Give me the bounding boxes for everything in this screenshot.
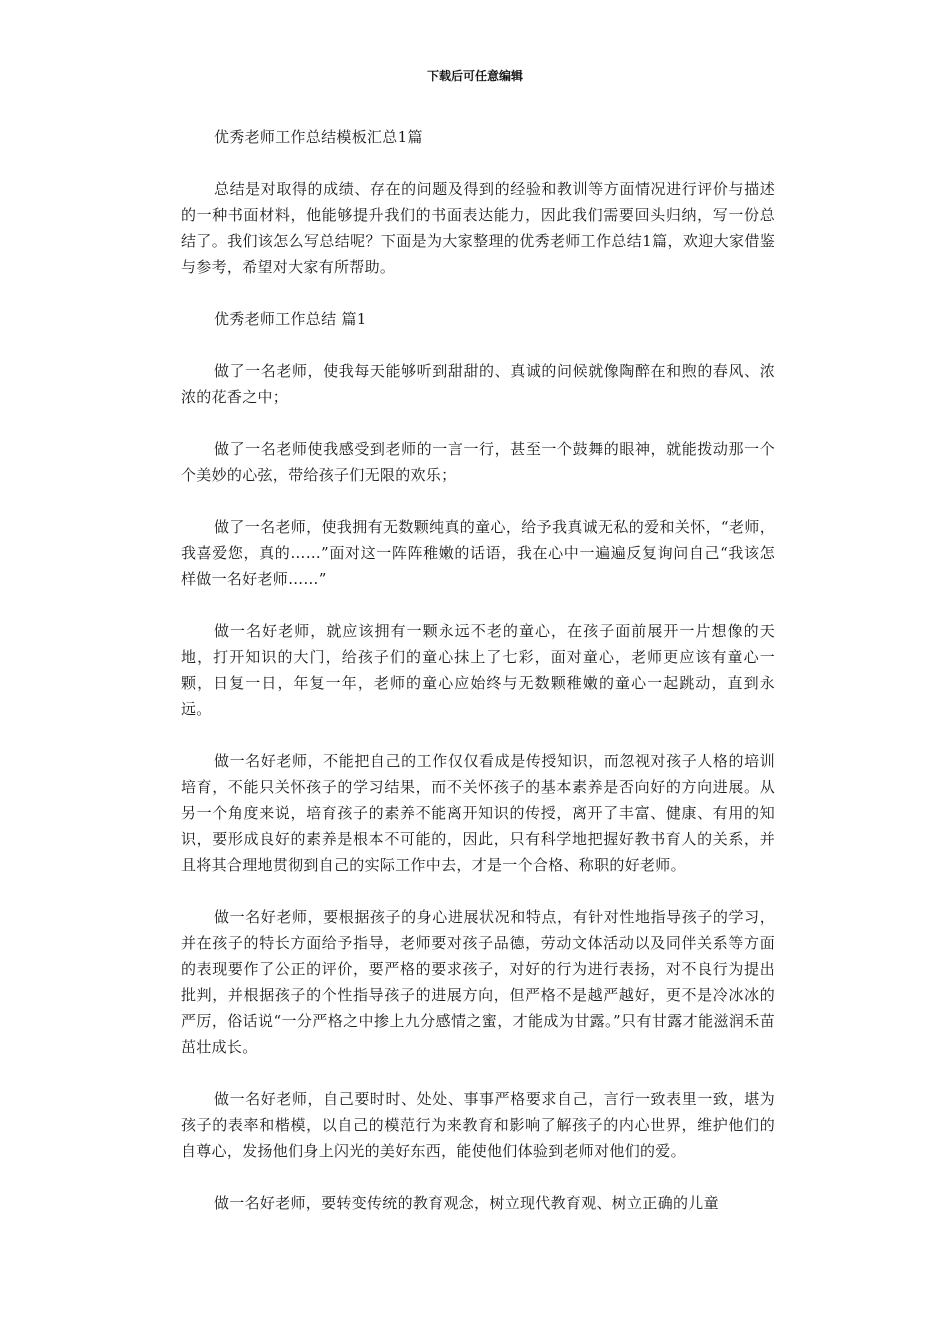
document-body — [181, 124, 775, 1242]
body-paragraph: 做一名好老师，要根据孩子的身心进展状况和特点，有针对性地指导孩子的学习，并在孩子的特长方面给予指导，老师要对孩子品德，劳动文体活动以及同伴关系等方面的表现要作了公正的评价，要严格的要求孩子，对好的行为进行表扬，对不良行为提出批判，并根据孩子的个性指导孩子的进展方向，但严格不是越严越好，更不是冷冰冰的严厉，俗话说“一分严格之中掺上九分感情之蜜，才能成为甘露。”只有甘露才能滋润禾苗茁壮成长。 — [181, 908, 775, 1056]
body-paragraph: 做了一名老师，使我拥有无数颗纯真的童心，给予我真诚无私的爱和关怀，“老师，我喜爱您，真的……”面对这一阵阵稚嫩的话语，我在心中一遍遍反复询问自己“我该怎样做一名好老师……” — [181, 518, 775, 588]
document-title: 优秀老师工作总结模板汇总1篇 — [214, 128, 423, 146]
page-header: 下载后可任意编辑 — [426, 69, 523, 83]
body-paragraph: 做一名好老师，就应该拥有一颗永远不老的童心，在孩子面前展开一片想像的天地，打开知识的大门，给孩子们的童心抹上了七彩，面对童心，老师更应该有童心一颗，日复一日，年复一年，老师的童心应始终与无数颗稚嫩的童心一起跳动，直到永远。 — [181, 622, 775, 718]
body-paragraph: 做一名好老师，不能把自己的工作仅仅看成是传授知识，而忽视对孩子人格的培训培育，不能只关怀孩子的学习结果，而不关怀孩子的基本素养是否向好的方向进展。从另一个角度来说，培育孩子的素养不能离开知识的传授，离开了丰富、健康、有用的知识，要形成良好的素养是根本不可能的，因此，只有科学地把握好教书育人的关系，并且将其合理地贯彻到自己的实际工作中去，才是一个合格、称职的好老师。 — [181, 752, 775, 874]
intro-paragraph: 总结是对取得的成绩、存在的问题及得到的经验和教训等方面情况进行评价与描述的一种书面材料，他能够提升我们的书面表达能力，因此我们需要回头归纳，写一份总结了。我们该怎么写总结呢？下面是为大家整理的优秀老师工作总结1篇，欢迎大家借鉴与参考，希望对大家有所帮助。 — [181, 180, 775, 276]
body-paragraph: 做一名好老师，自己要时时、处处、事事严格要求自己，言行一致表里一致，堪为孩子的表率和楷模，以自己的模范行为来教育和影响了解孩子的内心世界，维护他们的自尊心，发扬他们身上闪光的美好东西，能使他们体验到老师对他们的爱。 — [181, 1090, 775, 1160]
section-title: 优秀老师工作总结 篇1 — [214, 310, 367, 328]
body-paragraph: 做一名好老师，要转变传统的教育观念，树立现代教育观、树立正确的儿童 — [214, 1194, 719, 1212]
body-paragraph: 做了一名老师使我感受到老师的一言一行，甚至一个鼓舞的眼神，就能拨动那一个个美妙的心弦，带给孩子们无限的欢乐； — [181, 440, 775, 484]
body-paragraph: 做了一名老师，使我每天能够听到甜甜的、真诚的问候就像陶醉在和煦的春风、浓浓的花香之中； — [181, 362, 775, 406]
